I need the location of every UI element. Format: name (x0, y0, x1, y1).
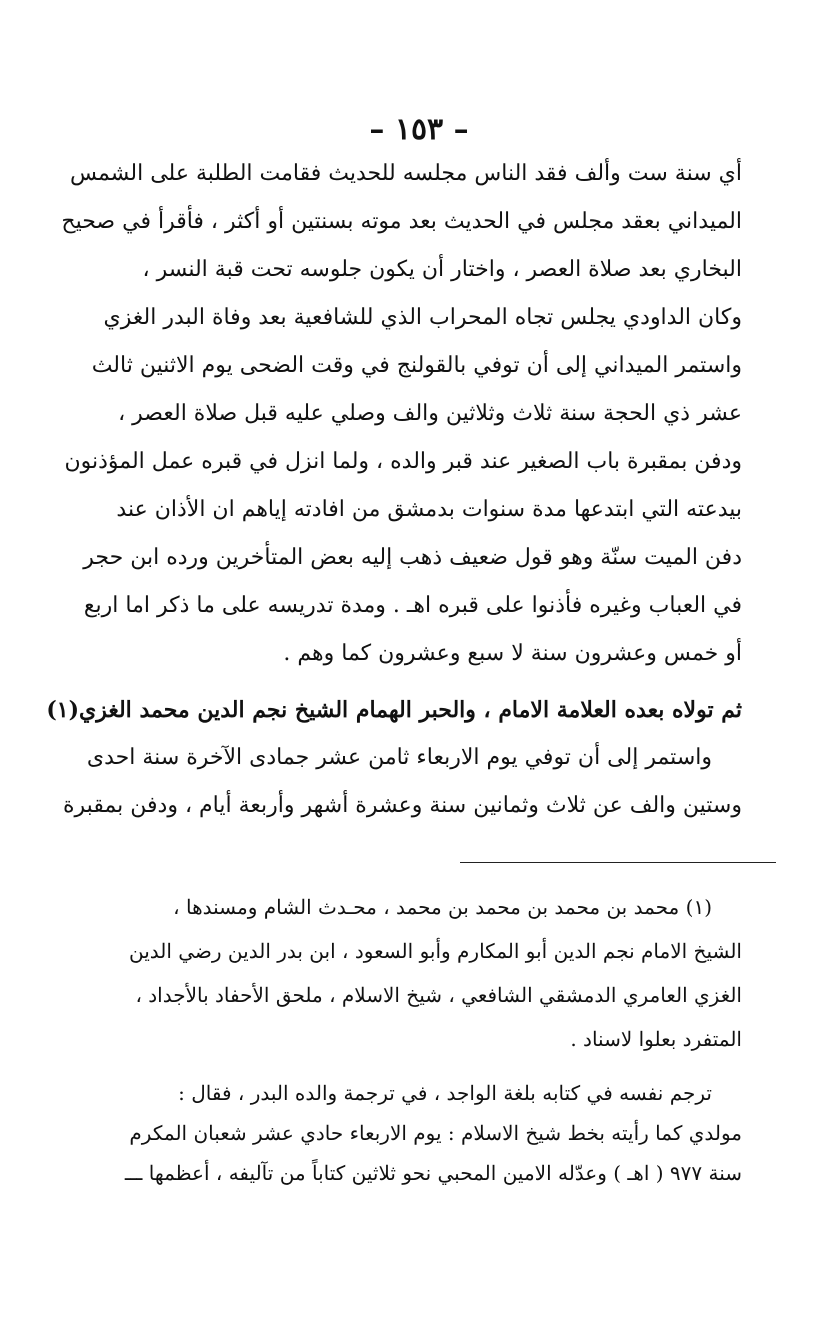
text-line: عشر ذي الحجة سنة ثلاث وثلاثين والف وصلي عليه قبل صلاة العصر ، (118, 401, 742, 426)
text-line: واستمر إلى أن توفي يوم الاربعاء ثامن عشر جمادى الآخرة سنة احدى (86, 745, 712, 770)
footnote-line: سنة ٩٧٧ ( اهـ ) وعدّله الامين المحبي نحو ثلاثين كتاباً من تآليفه ، أعظمها ـــ (124, 1161, 742, 1185)
text-line: وستين والف عن ثلاث وثمانين سنة وعشرة أشهر وأربعة أيام ، ودفن بمقبرة (63, 793, 742, 818)
text-line: وكان الداودي يجلس تجاه المحراب الذي للشافعية بعد وفاة البدر الغزي (103, 305, 742, 330)
main-text (46, 150, 742, 830)
text-line: أو خمس وعشرون سنة لا سبع وعشرون كما وهم . (283, 641, 742, 666)
footnote-divider (460, 862, 776, 863)
text-line: الميداني بعقد مجلس في الحديث بعد موته بسنتين أو أكثر ، فأقرأ في صحيح (61, 209, 742, 234)
footnote (112, 885, 742, 1193)
footnote-line: (١) محمد بن محمد بن محمد بن محمد ، محـدث الشام ومسندها ، (173, 895, 712, 919)
footnote-line: ترجم نفسه في كتابه بلغة الواجد ، في ترجمة والده البدر ، فقال : (178, 1081, 712, 1105)
text-line: في العباب وغيره فأذنوا على قبره اهـ . ومدة تدريسه على ما ذكر اما اربع (83, 593, 742, 618)
text-line: البخاري بعد صلاة العصر ، واختار أن يكون جلوسه تحت قبة النسر ، (142, 257, 742, 282)
text-line: واستمر الميداني إلى أن توفي بالقولنج في وقت الضحى يوم الاثنين ثالث (91, 353, 742, 378)
footnote-line: الشيخ الامام نجم الدين أبو المكارم وأبو السعود ، ابن بدر الدين رضي الدين (128, 939, 742, 963)
footnote-line: المتفرد بعلوا لاسناد . (570, 1027, 742, 1051)
text-line: بيدعته التي ابتدعها مدة سنوات بدمشق من افادته إياهم ان الأذان عند (116, 497, 742, 522)
text-line: أي سنة ست وألف فقد الناس مجلسه للحديث فقامت الطلبة على الشمس (70, 161, 742, 186)
text-line: دفن الميت سنّة وهو قول ضعيف ذهب إليه بعض المتأخرين ورده ابن حجر (83, 545, 742, 570)
text-line: ودفن بمقبرة باب الصغير عند قبر والده ، ولما انزل في قبره عمل المؤذنون (64, 449, 742, 474)
footnote-line: مولدي كما رأيته بخط شيخ الاسلام : يوم الاربعاء حادي عشر شعبان المكرم (129, 1121, 742, 1145)
section-heading: ثم تولاه بعده العلامة الامام ، والحبر الهمام الشيخ نجم الدين محمد الغزي(١) (46, 697, 742, 723)
footnote-line: الغزي العامري الدمشقي الشافعي ، شيخ الاسلام ، ملحق الأحفاد بالأجداد ، (135, 983, 742, 1007)
page-number: – ١٥٣ – (369, 112, 469, 147)
